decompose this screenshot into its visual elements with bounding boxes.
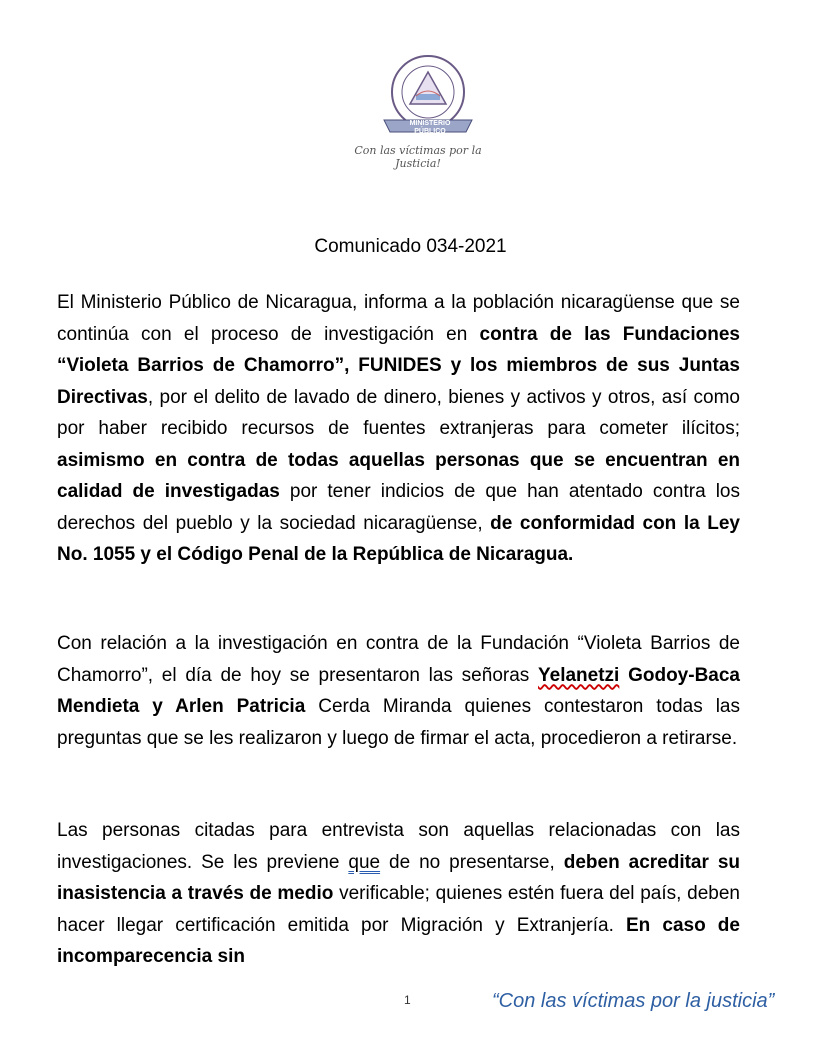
p1-seg-2: , por el delito de lavado de dinero, bienes y activos y otros, así como por haber recibido recursos de fuentes extranjeras para cometer ilícitos; (57, 386, 740, 439)
p1-seg-0: El Ministerio Público de Nicaragua, informa a la población nicaragüense que se continúa con el proceso de investigación en (57, 292, 740, 345)
document-title: Comunicado 034-2021 (314, 236, 507, 257)
p3-seg-b: de no presentarse, (380, 851, 564, 873)
paragraph-2 (57, 628, 740, 754)
ribbon-line1: MINISTERIO (409, 120, 451, 127)
p2-seg-c: Cerda Miranda (305, 696, 452, 717)
p3-seg-a: Las personas citadas para entrevista son aquellas relacionadas con las investigaciones. Se les previene (57, 820, 740, 873)
p2-seg-a: Con relación a la investigación en contra de la Fundación “Violeta Barrios de Chamorro”, el día de hoy se presentaron las señoras (57, 633, 740, 686)
header-slogan: Con las víctimas por la Justicia! (354, 144, 482, 170)
page-number: 1 (404, 993, 411, 1007)
p1-seg-3: asimismo en contra de todas aquellas personas que se encuentran en calidad de investigadas (57, 449, 740, 502)
p3-que: que (348, 851, 381, 873)
p3-bold-1: deben acreditar su inasistencia a través de medio (57, 851, 741, 904)
ribbon-line2: PÚBLICO (414, 128, 446, 135)
p1-seg-5: de conformidad con la Ley No. 1055 y el Código Penal de la República de Nicaragua. (57, 512, 740, 565)
footer-slogan: “Con las víctimas por la justicia” (492, 990, 775, 1012)
paragraph-1 (57, 287, 740, 571)
p1-seg-1: contra de las Fundaciones “Violeta Barrios de Chamorro”, FUNIDES y los miembros de sus Juntas Directivas (57, 323, 740, 408)
p2-name-yelanetzi: Yelanetzi (538, 664, 620, 686)
p2-seg-b: Godoy-Baca Mendieta y Arlen Patricia (57, 664, 740, 717)
paragraph-3 (57, 815, 740, 973)
seal-ribbon (392, 120, 468, 136)
p3-seg-c: verificable; quienes estén fuera del país, deben hacer llegar certificación emitida por Migración y Extranjería. (57, 883, 740, 936)
p3-bold-2: En caso de incomparecencia sin (57, 914, 740, 967)
p2-seg-d: quienes contestaron todas las preguntas que se les realizaron y luego de firmar el acta, procedieron a retirarse. (57, 696, 740, 749)
p1-seg-4: por tener indicios de que han atentado contra los derechos del pueblo y la sociedad nicaragüense, (57, 481, 740, 534)
